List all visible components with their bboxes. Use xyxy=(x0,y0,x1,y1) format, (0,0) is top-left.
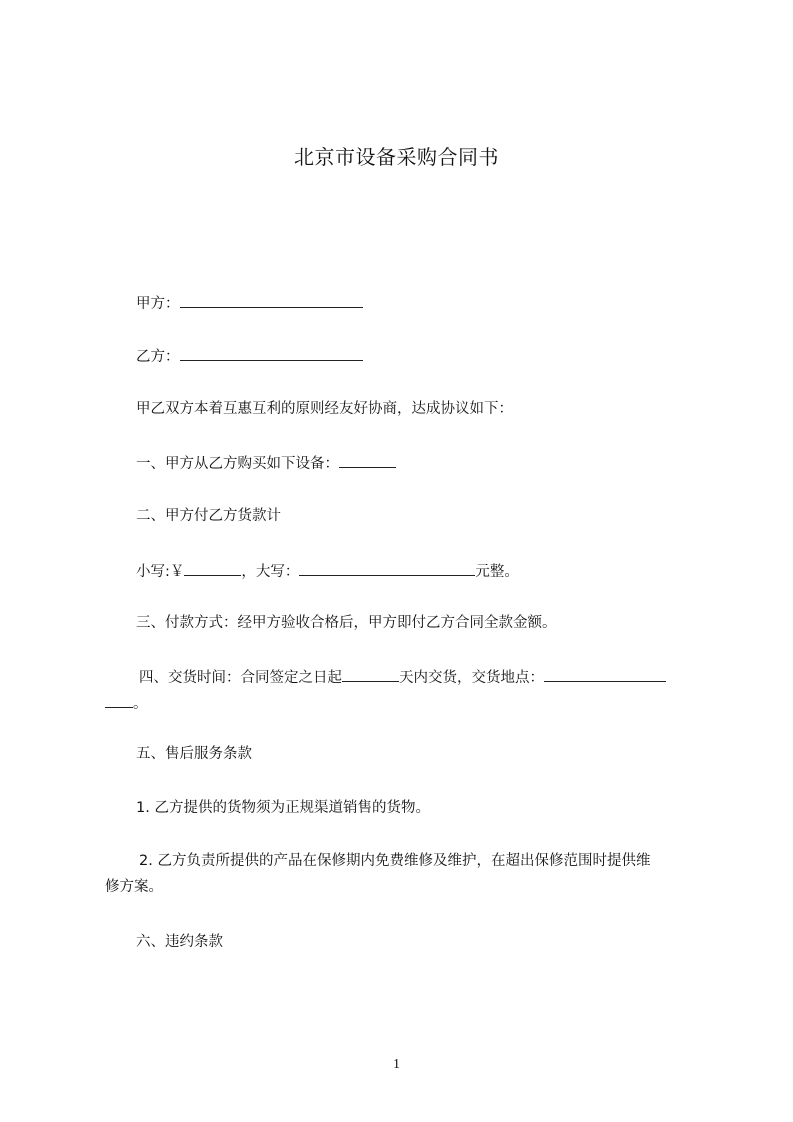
clause5-item2-line2: 修方案。 xyxy=(105,879,163,895)
party-b-line xyxy=(136,345,363,367)
clause2-line: 二、甲方付乙方货款计 xyxy=(136,508,281,524)
amount-line xyxy=(136,560,519,582)
clause1-line xyxy=(136,452,396,474)
clause4-prefix: 四、交货时间：合同签定之日起 xyxy=(139,670,342,686)
party-a-line xyxy=(136,292,363,314)
delivery-location-blank-cont[interactable] xyxy=(105,692,133,708)
amount-big-blank[interactable] xyxy=(299,560,475,576)
clause4-end: 。 xyxy=(133,696,148,712)
clause1-text: 一、甲方从乙方购买如下设备： xyxy=(136,456,339,472)
party-b-blank[interactable] xyxy=(180,345,363,361)
amount-small-label: 小写:￥ xyxy=(136,564,185,580)
amount-small-blank[interactable] xyxy=(184,560,241,576)
amount-suffix: 元整。 xyxy=(475,564,519,580)
clause4-line xyxy=(139,666,666,688)
preamble-line: 甲乙双方本着互惠互利的原则经友好协商，达成协议如下： xyxy=(136,401,513,417)
delivery-days-blank[interactable] xyxy=(342,666,399,682)
clause5-heading: 五、售后服务条款 xyxy=(136,746,252,762)
page-number: 1 xyxy=(393,1057,400,1072)
clause4-continuation xyxy=(105,692,148,714)
equipment-blank[interactable] xyxy=(339,452,396,468)
delivery-location-blank[interactable] xyxy=(544,666,666,682)
clause6-heading: 六、违约条款 xyxy=(136,934,223,950)
amount-big-label: ，大写： xyxy=(241,564,300,580)
contract-title: 北京市设备采购合同书 xyxy=(294,145,499,169)
clause5-item2-line1: 2. 乙方负责所提供的产品在保修期内免费维修及维护，在超出保修范围时提供维 xyxy=(139,853,651,869)
party-b-label: 乙方： xyxy=(136,349,180,365)
clause4-middle: 天内交货，交货地点： xyxy=(399,670,544,686)
clause3-line: 三、付款方式：经甲方验收合格后，甲方即付乙方合同全款金额。 xyxy=(136,615,557,631)
party-a-blank[interactable] xyxy=(180,292,363,308)
party-a-label: 甲方： xyxy=(136,296,180,312)
clause5-item1: 1. 乙方提供的货物须为正规渠道销售的货物。 xyxy=(136,800,430,816)
